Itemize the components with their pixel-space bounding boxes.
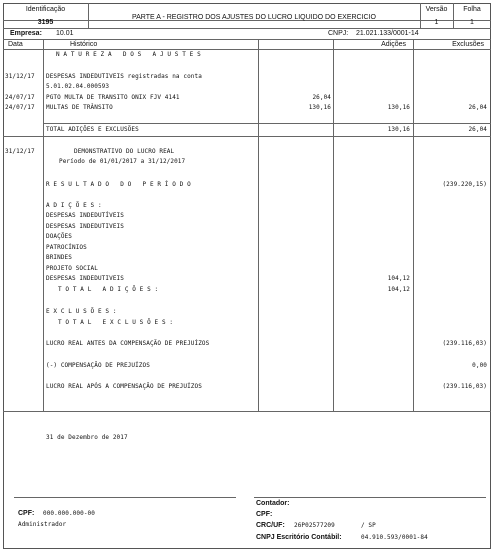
cnpj-label: CNPJ:: [328, 30, 349, 37]
addition-item: DESPESAS INDEDUTÍVEIS: [46, 212, 124, 219]
accounting-office-cnpj-label: CNPJ Escritório Contábil:: [256, 534, 342, 541]
company-divider: [3, 39, 491, 40]
total-exclusions-value: 26,04: [468, 126, 487, 133]
accounting-office-cnpj-value: 04.910.593/0001-84: [361, 534, 428, 541]
entry-history: PGTO MULTA DE TRANSITO ONIX FJV 4141: [46, 94, 180, 101]
profit-before-value: (239.116,03): [442, 340, 487, 347]
version-label: Versão: [425, 6, 448, 13]
column-divider-exclusions: [413, 39, 414, 411]
column-header-exclusions: Exclusões: [452, 41, 484, 48]
accountant-label: Contador:: [256, 500, 290, 507]
version-value: 1: [434, 19, 439, 26]
profit-after-label: LUCRO REAL APÓS A COMPENSAÇÃO DE PREJUÍZOS: [46, 383, 202, 390]
page-number-label: Folha: [463, 6, 481, 13]
addition-item: DESPESAS INDEDUTIVEIS: [46, 223, 124, 230]
total-additions-value: 130,16: [387, 126, 410, 133]
addition-item: PROJETO SOCIAL: [46, 265, 98, 272]
entry-history: MULTAS DE TRÂNSITO: [46, 104, 113, 111]
total-adjustments-label: TOTAL ADIÇÕES E EXCLUSÕES: [46, 126, 139, 133]
accountant-crc-value: 26P02577209: [294, 522, 335, 529]
admin-role: Administrador: [18, 521, 67, 528]
total-additions-label: T O T A L A D I Ç Õ E S :: [58, 286, 159, 293]
demo-period: Período de 01/01/2017 a 31/12/2017: [59, 158, 186, 165]
result-value: (239.220,15): [442, 181, 487, 188]
column-header-divider: [3, 49, 491, 50]
accountant-crc-state: / SP: [361, 522, 376, 529]
entry-history-account: 5.01.02.04.000593: [46, 83, 110, 90]
column-divider-additions: [333, 39, 334, 411]
admin-cpf-value: 000.000.000-00: [43, 510, 95, 517]
addition-item: BRINDES: [46, 254, 72, 261]
admin-cpf-label: CPF:: [18, 510, 35, 517]
table-bottom: [3, 411, 491, 412]
cnpj-value: 21.021.133/0001-14: [356, 30, 419, 37]
entry-date: 24/07/17: [5, 94, 35, 101]
column-header-additions: Adições: [381, 41, 406, 48]
identification-value: 3195: [37, 19, 54, 26]
page-title: PARTE A - REGISTRO DOS AJUSTES DO LUCRO LIQUIDO DO EXERCICIO: [131, 14, 376, 21]
signature-line-accountant: [254, 497, 486, 498]
entry-addition-total: 130,16: [387, 104, 410, 111]
column-divider-history: [258, 39, 259, 411]
total-divider-bottom: [3, 136, 491, 137]
exclusions-heading: E X C L U S Õ E S :: [46, 308, 117, 315]
addition-item: DESPESAS INDEDUTIVEIS: [46, 275, 124, 282]
compensation-value: 0,00: [472, 362, 487, 369]
profit-after-value: (239.116,03): [442, 383, 487, 390]
entry-addition: 26,04: [312, 94, 331, 101]
column-header-date: Data: [8, 41, 23, 48]
column-divider-date: [43, 39, 44, 411]
company-label: Empresa:: [10, 30, 42, 37]
entry-history: DESPESAS INDEDUTIVEIS registradas na conta: [46, 73, 202, 80]
entry-addition: 130,16: [308, 104, 331, 111]
signature-date: 31 de Dezembro de 2017: [46, 434, 128, 441]
addition-item: PATROCÍNIOS: [46, 244, 87, 251]
total-exclusions-label: T O T A L E X C L U S Õ E S :: [58, 319, 174, 326]
demo-title: DEMONSTRATIVO DO LUCRO REAL: [74, 148, 175, 155]
entry-exclusion: 26,04: [468, 104, 487, 111]
company-value: 10.01: [56, 30, 74, 37]
profit-before-label: LUCRO REAL ANTES DA COMPENSAÇÃO DE PREJUÍZOS: [46, 340, 210, 347]
addition-item-value: 104,12: [387, 275, 410, 282]
entry-date: 31/12/17: [5, 73, 35, 80]
signature-line-admin: [14, 497, 236, 498]
compensation-label: (-) COMPENSAÇÃO DE PREJUÍZOS: [46, 362, 150, 369]
accountant-cpf-label: CPF:: [256, 511, 273, 518]
addition-item: DOAÇÕES: [46, 233, 72, 240]
total-additions-amount: 104,12: [387, 286, 410, 293]
entry-date: 24/07/17: [5, 104, 35, 111]
additions-heading: A D I Ç Õ E S :: [46, 202, 102, 209]
header-bottom: [3, 28, 491, 29]
identification-label: Identificação: [25, 6, 66, 13]
result-label: R E S U L T A D O D O P E R Í O D O: [46, 181, 191, 188]
column-header-history: Histórico: [70, 41, 98, 48]
page-number-value: 1: [470, 19, 474, 26]
total-divider-top: [43, 123, 491, 124]
accountant-crc-label: CRC/UF:: [256, 522, 285, 529]
demo-date: 31/12/17: [5, 148, 35, 155]
adjustments-heading: N A T U R E Z A D O S A J U S T E S: [56, 51, 201, 58]
